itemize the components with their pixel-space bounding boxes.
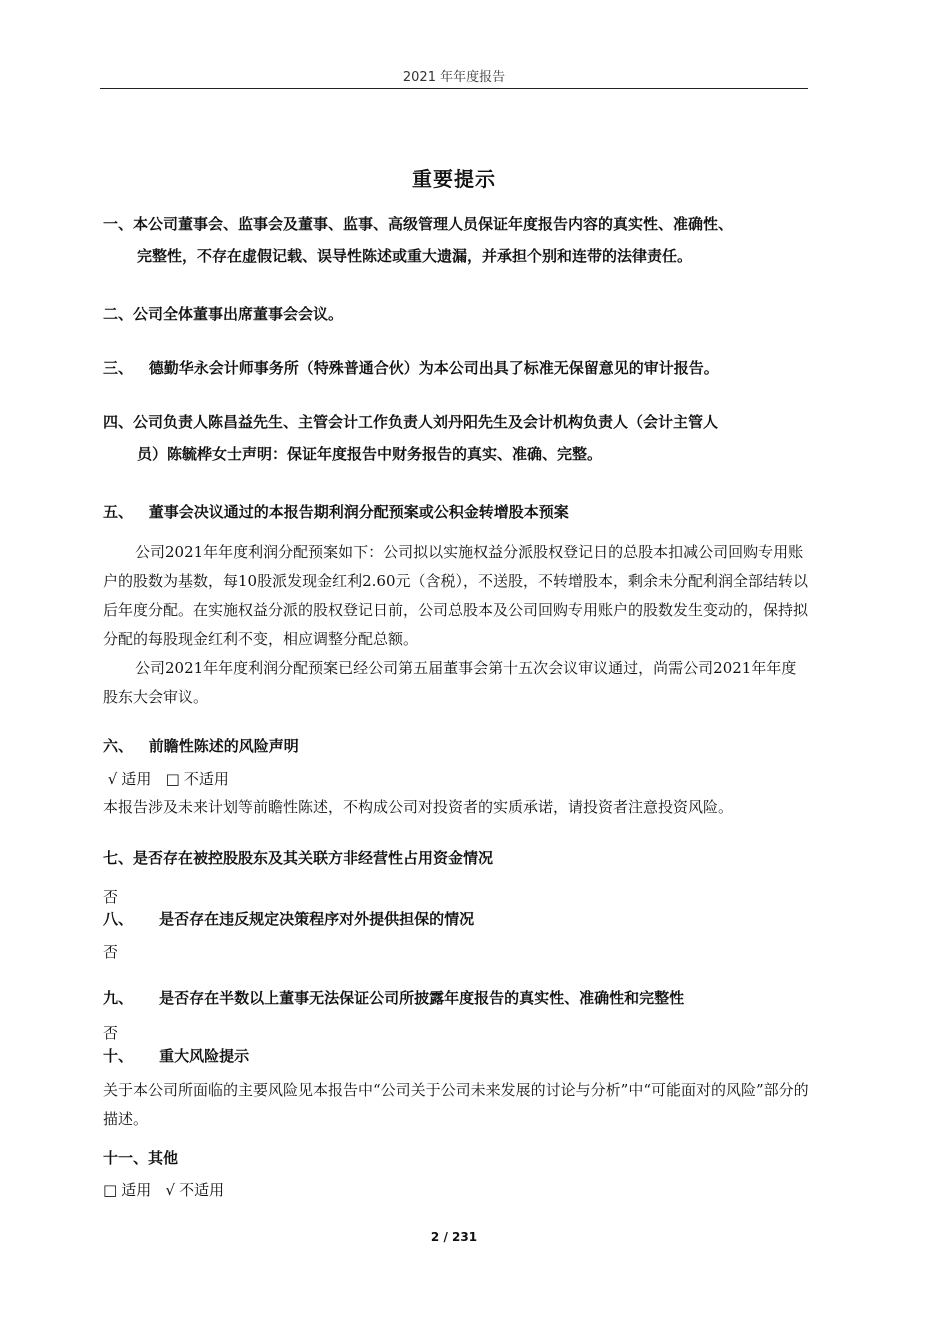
section-6-text: 前瞻性陈述的风险声明 <box>148 737 299 755</box>
section-9-number: 九、 <box>103 989 134 1007</box>
section-2-text: 公司全体董事出席董事会会议。 <box>133 305 344 323</box>
section-5-paragraph-1 <box>103 538 809 654</box>
section-5-para2-text: 公司2021年年度利润分配预案已经公司第五届董事会第十五次会议审议通过，尚需公司2021年年度股东大会审议。 <box>103 659 797 706</box>
section-2 <box>103 298 343 330</box>
section-4-number: 四、 <box>103 413 134 431</box>
section-10-body: 关于本公司所面临的主要风险见本报告中“公司关于公司未来发展的讨论与分析”中“可能面对的风险”部分的描述。 <box>103 1081 809 1128</box>
section-2-number: 二、 <box>103 305 134 323</box>
page-title: 重要提示 <box>412 167 496 191</box>
section-9 <box>103 982 684 1014</box>
section-6-body: 本报告涉及未来计划等前瞻性陈述，不构成公司对投资者的实质承诺，请投资者注意投资风险。 <box>103 798 734 816</box>
section-5-text: 董事会决议通过的本报告期利润分配预案或公积金转增股本预案 <box>148 503 569 521</box>
section-6-number: 六、 <box>103 737 134 755</box>
section-11-applicable-label: 适用 <box>121 1181 152 1199</box>
section-11-not-applicable-label: 不适用 <box>179 1181 225 1199</box>
section-6 <box>103 730 299 762</box>
section-1-line1: 本公司董事会、监事会及董事、监事、高级管理人员保证年度报告内容的真实性、准确性、 <box>133 215 734 233</box>
section-11-applicable-checkbox: □ <box>103 1181 118 1199</box>
section-4-line2: 员）陈毓桦女士声明：保证年度报告中财务报告的真实、准确、完整。 <box>137 445 603 463</box>
section-3 <box>103 352 719 384</box>
section-10-text: 重大风险提示 <box>159 1047 250 1065</box>
section-6-applicable-checkbox: √ <box>107 770 118 788</box>
section-11-number: 十一、 <box>103 1149 149 1167</box>
section-5-number: 五、 <box>103 503 134 521</box>
section-4 <box>103 406 815 470</box>
section-11-not-applicable-checkbox: √ <box>165 1181 176 1199</box>
section-8-answer: 否 <box>103 943 119 961</box>
section-9-text: 是否存在半数以上董事无法保证公司所披露年度报告的真实性、准确性和完整性 <box>159 989 685 1007</box>
page-number: 2 / 231 <box>430 1230 478 1244</box>
section-6-applicable-label: 适用 <box>121 770 152 788</box>
section-4-line1: 公司负责人陈昌益先生、主管会计工作负责人刘丹阳先生及会计机构负责人（会计主管人 <box>133 413 719 431</box>
section-7-answer: 否 <box>103 888 119 906</box>
section-1 <box>103 208 815 272</box>
section-5 <box>103 496 569 528</box>
section-7-number: 七、 <box>103 849 134 867</box>
section-11 <box>103 1142 178 1174</box>
section-8 <box>103 903 474 935</box>
header-divider <box>100 88 808 89</box>
section-6-applicability <box>103 765 809 794</box>
section-8-number: 八、 <box>103 910 134 928</box>
section-3-text: 德勤华永会计师事务所（特殊普通合伙）为本公司出具了标准无保留意见的审计报告。 <box>148 359 719 377</box>
section-7 <box>103 842 493 874</box>
section-6-not-applicable-checkbox: □ <box>165 770 180 788</box>
section-5-paragraph-2 <box>103 654 809 712</box>
section-1-line2: 完整性，不存在虚假记载、误导性陈述或重大遗漏，并承担个别和连带的法律责任。 <box>137 247 693 265</box>
section-9-answer: 否 <box>103 1024 119 1042</box>
section-5-para1-text: 公司2021年年度利润分配预案如下：公司拟以实施权益分派股权登记日的总股本扣减公司回购专用账户的股数为基数，每10股派发现金红利2.60元（含税），不送股，不转增股本，剩余未分配利润全部结转以后年度分配。在实施权益分派的股权登记日前，公司总股本及公司回购专用账户的股数发生变动的，保持拟分配的每股现金红利不变，相应调整分配总额。 <box>103 543 809 648</box>
section-11-applicability <box>103 1176 809 1205</box>
section-3-number: 三、 <box>103 359 134 377</box>
section-6-not-applicable-label: 不适用 <box>183 770 229 788</box>
section-8-text: 是否存在违反规定决策程序对外提供担保的情况 <box>159 910 475 928</box>
section-7-text: 是否存在被控股股东及其关联方非经营性占用资金情况 <box>133 849 494 867</box>
section-1-number: 一、 <box>103 215 134 233</box>
section-10-number: 十、 <box>103 1047 134 1065</box>
section-11-text: 其他 <box>148 1149 179 1167</box>
running-header: 2021 年年度报告 <box>402 70 506 85</box>
section-10 <box>103 1040 249 1072</box>
